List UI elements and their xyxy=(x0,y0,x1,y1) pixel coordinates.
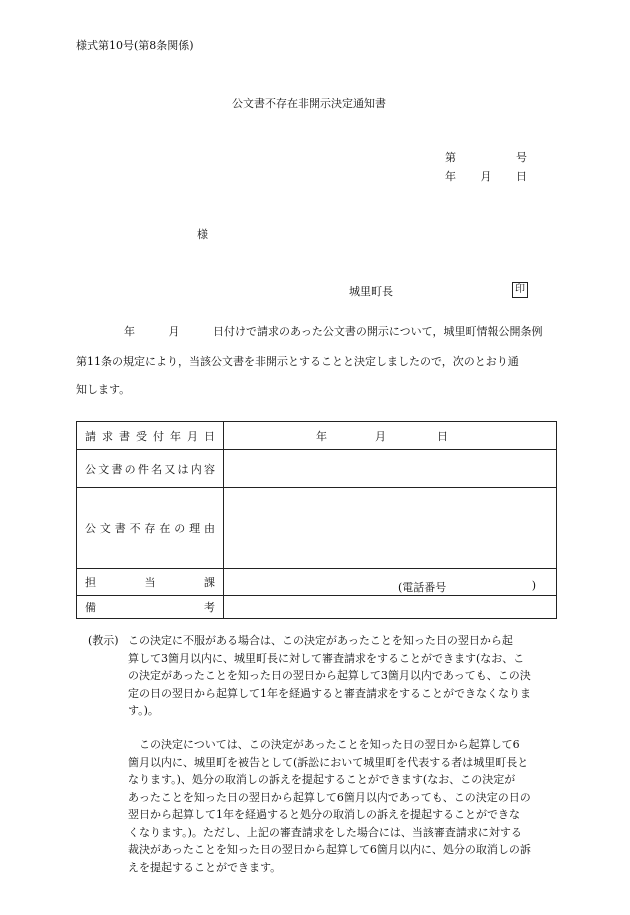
reason-label: 公 文 書 不 存 在 の 理 由 xyxy=(77,488,224,569)
received-date-value xyxy=(224,422,557,450)
instruction-paragraph-2: この決定については、この決定があったことを知った日の翌日から起算して6 箇月以内に、城里町を被告として(訴訟において城里町を代表する者は城里町長と なります。)、処分の取消しの訴えを提起することができます(なお、この決定が あったことを知った日の翌日から起算して6箇月以内であっても、この決定の日の 翌日から起算して1年を経過すると処分の取消しの訴えを提起することができな くなります。)。ただし、上記の審査請求をした場合には、当該審査請求に対する 裁決があったことを知った日の翌日から起算して6箇月以内に、処分の取消しの訴 えを提起することができます。 xyxy=(128,738,531,874)
number-prefix: 第 xyxy=(445,151,456,164)
intro-text: 日付けで請求のあった公文書の開示について，城里町情報公開条例 xyxy=(213,325,543,338)
issue-date-line xyxy=(445,171,527,182)
intro-month: 月 xyxy=(168,325,180,338)
received-date-label: 請 求 書 受 付 年 月 日 xyxy=(77,422,224,450)
department-value xyxy=(224,569,557,596)
department-label: 担 当 課 xyxy=(77,569,224,596)
intro-line-2: 第11条の規定により，当該公文書を非開示とすることと決定しましたので，次のとおり通 xyxy=(76,355,519,368)
document-title: 公文書不存在非開示決定通知書 xyxy=(232,97,386,110)
date-year: 年 xyxy=(445,170,456,183)
notice-table xyxy=(76,421,557,619)
received-day: 日 xyxy=(437,429,448,443)
phone-label: (電話番号 xyxy=(398,581,447,594)
table-row-subject xyxy=(77,450,557,488)
intro-line-1 xyxy=(76,326,556,337)
number-suffix: 号 xyxy=(516,151,527,164)
instruction-paragraph-1: この決定に不服がある場合は、この決定があったことを知った日の翌日から起 算して3箇月以内に、城里町長に対して審査請求をすることができます(なお、こ の決定があったことを知った日の翌日から起算して3箇月以内であっても、この決 定の日の翌日から起算して1年を経過すると審査請求をすることができなくなりま す。)。 xyxy=(128,634,531,717)
subject-label: 公 文 書 の 件 名 又 は 内 容 xyxy=(77,450,224,488)
intro-year: 年 xyxy=(124,325,135,338)
table-row-department xyxy=(77,569,557,596)
table-row-reason xyxy=(77,488,557,569)
addressee-honorific: 様 xyxy=(197,228,208,241)
seal-mark: 印 xyxy=(512,282,528,298)
intro-line-3: 知します。 xyxy=(76,383,131,396)
subject-value xyxy=(224,450,557,488)
instruction-heading: (教示) xyxy=(88,634,119,647)
sender-name: 城里町長 xyxy=(349,285,393,298)
reason-value xyxy=(224,488,557,569)
received-month: 月 xyxy=(375,429,386,443)
phone-close: ) xyxy=(531,579,536,592)
remarks-value xyxy=(224,596,557,619)
form-number: 様式第10号(第8条関係) xyxy=(76,39,194,52)
date-month: 月 xyxy=(480,170,492,183)
remarks-label: 備 考 xyxy=(77,596,224,619)
table-row-received xyxy=(77,422,557,450)
received-year: 年 xyxy=(316,429,327,443)
document-number-line xyxy=(445,152,527,163)
table-row-remarks xyxy=(77,596,557,619)
date-day: 日 xyxy=(516,170,527,183)
